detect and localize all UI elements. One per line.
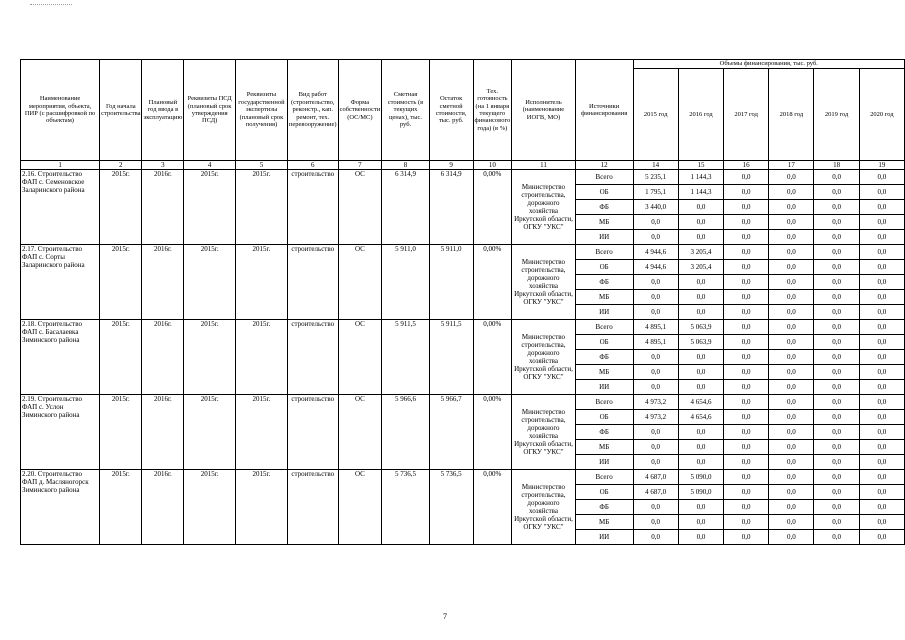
funding-source: ИИ — [575, 305, 633, 320]
executor: Министерство строительства, дорожного хозяйства Иркутской области, ОГКУ "УКС" — [512, 245, 576, 320]
column-number: 4 — [184, 161, 236, 170]
funding-value: 0,0 — [814, 425, 859, 440]
column-number: 6 — [287, 161, 338, 170]
funding-source: ИИ — [575, 455, 633, 470]
funding-value: 4 973,2 — [633, 395, 678, 410]
funding-source: ОБ — [575, 260, 633, 275]
funding-value: 0,0 — [633, 500, 678, 515]
object-name: 2.16. Строительство ФАП с. Семеновское Заларинского района — [21, 170, 100, 245]
funding-value: 0,0 — [678, 500, 723, 515]
funding-value: 4 654,6 — [678, 395, 723, 410]
funding-value: 0,0 — [859, 260, 904, 275]
funding-value: 0,0 — [814, 185, 859, 200]
executor: Министерство строительства, дорожного хозяйства Иркутской области, ОГКУ "УКС" — [512, 470, 576, 545]
col-expert-header: Реквизиты государственной экспертизы (плановый срок получения) — [236, 60, 288, 161]
funding-value: 0,0 — [769, 485, 814, 500]
funding-value: 0,0 — [814, 365, 859, 380]
funding-value: 0,0 — [724, 215, 769, 230]
funding-value: 4 944,6 — [633, 245, 678, 260]
funding-value: 0,0 — [859, 170, 904, 185]
funding-value: 0,0 — [678, 200, 723, 215]
funding-value: 0,0 — [633, 380, 678, 395]
col-planned-year-header: Плановый год ввода в эксплуатацию — [142, 60, 184, 161]
column-number: 19 — [859, 161, 904, 170]
funding-source: ОБ — [575, 185, 633, 200]
funding-source: ИИ — [575, 530, 633, 545]
estimate-cost: 5 736,5 — [382, 470, 430, 545]
funding-value: 0,0 — [859, 530, 904, 545]
funding-value: 0,0 — [814, 275, 859, 290]
object-name: 2.18. Строительство ФАП с. Басалаевка Зиминского района — [21, 320, 100, 395]
ownership: ОС — [338, 320, 382, 395]
funding-value: 0,0 — [769, 335, 814, 350]
remainder-cost: 6 314,9 — [429, 170, 473, 245]
readiness: 0,00% — [473, 395, 512, 470]
funding-value: 0,0 — [859, 215, 904, 230]
funding-value: 0,0 — [859, 230, 904, 245]
funding-value: 0,0 — [724, 350, 769, 365]
funding-value: 0,0 — [678, 305, 723, 320]
funding-source: ОБ — [575, 410, 633, 425]
funding-source: Всего — [575, 470, 633, 485]
funding-value: 5 235,1 — [633, 170, 678, 185]
year-header: 2020 год — [859, 69, 904, 161]
funding-value: 0,0 — [724, 425, 769, 440]
funding-value: 4 687,0 — [633, 470, 678, 485]
funding-value: 0,0 — [859, 200, 904, 215]
funding-value: 0,0 — [769, 260, 814, 275]
expert-date: 2015г. — [236, 245, 288, 320]
year-header: 2019 год — [814, 69, 859, 161]
funding-value: 4 944,6 — [633, 260, 678, 275]
estimate-cost: 5 911,5 — [382, 320, 430, 395]
column-number: 12 — [575, 161, 633, 170]
remainder-cost: 5 736,5 — [429, 470, 473, 545]
work-type: строительство — [287, 320, 338, 395]
ownership: ОС — [338, 170, 382, 245]
funding-value: 0,0 — [678, 440, 723, 455]
funding-value: 0,0 — [724, 260, 769, 275]
funding-value: 0,0 — [769, 425, 814, 440]
funding-value: 0,0 — [769, 230, 814, 245]
funding-value: 0,0 — [633, 365, 678, 380]
col-estimate-header: Сметная стоимость (в текущих ценах), тыс. руб. — [382, 60, 430, 161]
funding-value: 0,0 — [678, 425, 723, 440]
funding-value: 0,0 — [724, 530, 769, 545]
funding-value: 5 063,9 — [678, 320, 723, 335]
funding-value: 0,0 — [859, 245, 904, 260]
year-start: 2015г. — [100, 170, 142, 245]
funding-value: 0,0 — [859, 275, 904, 290]
funding-value: 0,0 — [859, 470, 904, 485]
year-start: 2015г. — [100, 470, 142, 545]
remainder-cost: 5 911,5 — [429, 320, 473, 395]
column-number: 18 — [814, 161, 859, 170]
funding-value: 0,0 — [769, 320, 814, 335]
col-sources-header: Источники финансирования — [575, 60, 633, 161]
funding-source: ФБ — [575, 500, 633, 515]
funding-value: 0,0 — [724, 440, 769, 455]
funding-value: 0,0 — [678, 275, 723, 290]
funding-value: 0,0 — [724, 170, 769, 185]
funding-value: 0,0 — [724, 245, 769, 260]
ownership: ОС — [338, 245, 382, 320]
planned-year: 2016г. — [142, 320, 184, 395]
funding-value: 0,0 — [859, 305, 904, 320]
funding-value: 1 144,3 — [678, 170, 723, 185]
funding-value: 0,0 — [859, 380, 904, 395]
funding-value: 0,0 — [633, 530, 678, 545]
year-start: 2015г. — [100, 245, 142, 320]
funding-value: 0,0 — [633, 290, 678, 305]
funding-value: 0,0 — [724, 500, 769, 515]
funding-source: МБ — [575, 515, 633, 530]
column-number: 8 — [382, 161, 430, 170]
funding-value: 0,0 — [769, 410, 814, 425]
col-psd-header: Реквизиты ПСД (плановый срок утверждения ПСД) — [184, 60, 236, 161]
funding-value: 0,0 — [769, 380, 814, 395]
funding-source: Всего — [575, 395, 633, 410]
column-number: 3 — [142, 161, 184, 170]
funding-value: 0,0 — [769, 215, 814, 230]
funding-value: 0,0 — [859, 410, 904, 425]
col-year-start-header: Год начала строительства — [100, 60, 142, 161]
funding-value: 0,0 — [769, 200, 814, 215]
executor: Министерство строительства, дорожного хозяйства Иркутской области, ОГКУ "УКС" — [512, 395, 576, 470]
object-name: 2.20. Строительство ФАП д. Масляногорск Зиминского района — [21, 470, 100, 545]
psd-date: 2015г. — [184, 395, 236, 470]
table-row — [21, 170, 905, 185]
work-type: строительство — [287, 470, 338, 545]
col-remainder-header: Остаток сметной стоимости, тыс. руб. — [429, 60, 473, 161]
funding-value: 0,0 — [859, 350, 904, 365]
column-number: 15 — [678, 161, 723, 170]
funding-value: 0,0 — [769, 170, 814, 185]
funding-value: 0,0 — [678, 215, 723, 230]
funding-value: 4 654,6 — [678, 410, 723, 425]
funding-value: 0,0 — [769, 350, 814, 365]
funding-value: 0,0 — [724, 335, 769, 350]
funding-value: 0,0 — [814, 440, 859, 455]
readiness: 0,00% — [473, 245, 512, 320]
funding-value: 0,0 — [633, 305, 678, 320]
funding-value: 0,0 — [859, 290, 904, 305]
work-type: строительство — [287, 245, 338, 320]
funding-value: 0,0 — [859, 335, 904, 350]
funding-value: 0,0 — [814, 515, 859, 530]
funding-value: 0,0 — [814, 245, 859, 260]
funding-value: 0,0 — [633, 455, 678, 470]
funding-value: 0,0 — [678, 290, 723, 305]
funding-value: 0,0 — [678, 365, 723, 380]
column-number: 5 — [236, 161, 288, 170]
funding-value: 0,0 — [724, 230, 769, 245]
col-executor-header: Исполнитель (наименование ИОГВ, МО) — [512, 60, 576, 161]
psd-date: 2015г. — [184, 245, 236, 320]
funding-value: 0,0 — [814, 215, 859, 230]
table-row — [21, 395, 905, 410]
col-readiness-header: Тех. готовность (на 1 января текущего финансового года) (в %) — [473, 60, 512, 161]
estimate-cost: 6 314,9 — [382, 170, 430, 245]
funding-value: 0,0 — [814, 485, 859, 500]
funding-value: 0,0 — [769, 305, 814, 320]
funding-source: ФБ — [575, 275, 633, 290]
column-number: 7 — [338, 161, 382, 170]
funding-value: 1 144,3 — [678, 185, 723, 200]
remainder-cost: 5 911,0 — [429, 245, 473, 320]
funding-value: 0,0 — [724, 365, 769, 380]
funding-value: 0,0 — [814, 380, 859, 395]
funding-value: 0,0 — [859, 395, 904, 410]
funding-value: 0,0 — [724, 410, 769, 425]
funding-value: 4 687,0 — [633, 485, 678, 500]
funding-value: 0,0 — [724, 200, 769, 215]
funding-value: 0,0 — [814, 170, 859, 185]
funding-value: 3 440,0 — [633, 200, 678, 215]
funding-table-page — [20, 59, 905, 545]
psd-date: 2015г. — [184, 170, 236, 245]
funding-source: ФБ — [575, 425, 633, 440]
funding-source: МБ — [575, 440, 633, 455]
work-type: строительство — [287, 395, 338, 470]
col-work-type-header: Вид работ (строительство, реконстр., кап. ремонт, тех. перевооружение) — [287, 60, 338, 161]
funding-value: 4 895,1 — [633, 320, 678, 335]
psd-date: 2015г. — [184, 470, 236, 545]
year-header: 2017 год — [724, 69, 769, 161]
funding-value: 5 090,0 — [678, 485, 723, 500]
year-header: 2018 год — [769, 69, 814, 161]
funding-value: 0,0 — [859, 515, 904, 530]
estimate-cost: 5 911,0 — [382, 245, 430, 320]
funding-value: 0,0 — [859, 455, 904, 470]
object-name: 2.17. Строительство ФАП с. Сорты Заларинского района — [21, 245, 100, 320]
funding-source: МБ — [575, 290, 633, 305]
table-row — [21, 320, 905, 335]
table-row — [21, 470, 905, 485]
funding-value: 0,0 — [814, 470, 859, 485]
funding-value: 0,0 — [814, 530, 859, 545]
funding-value: 0,0 — [814, 320, 859, 335]
funding-value: 3 205,4 — [678, 260, 723, 275]
funding-value: 0,0 — [678, 455, 723, 470]
expert-date: 2015г. — [236, 170, 288, 245]
funding-value: 4 895,1 — [633, 335, 678, 350]
remainder-cost: 5 966,7 — [429, 395, 473, 470]
scan-mark — [30, 4, 72, 6]
funding-value: 0,0 — [724, 275, 769, 290]
funding-value: 0,0 — [724, 485, 769, 500]
funding-value: 0,0 — [769, 395, 814, 410]
funding-value: 4 973,2 — [633, 410, 678, 425]
funding-value: 0,0 — [769, 470, 814, 485]
executor: Министерство строительства, дорожного хозяйства Иркутской области, ОГКУ "УКС" — [512, 170, 576, 245]
funding-value: 0,0 — [769, 530, 814, 545]
funding-value: 0,0 — [859, 320, 904, 335]
table-row — [21, 245, 905, 260]
funding-value: 5 090,0 — [678, 470, 723, 485]
column-number: 14 — [633, 161, 678, 170]
funding-value: 0,0 — [769, 500, 814, 515]
funding-source: Всего — [575, 320, 633, 335]
funding-source: ОБ — [575, 485, 633, 500]
funding-value: 0,0 — [859, 185, 904, 200]
funding-source: Всего — [575, 170, 633, 185]
funding-value: 0,0 — [678, 530, 723, 545]
funding-source: ФБ — [575, 200, 633, 215]
funding-source: Всего — [575, 245, 633, 260]
year-start: 2015г. — [100, 320, 142, 395]
funding-value: 0,0 — [769, 515, 814, 530]
object-name: 2.19. Строительство ФАП с. Услон Зиминского района — [21, 395, 100, 470]
funding-value: 0,0 — [724, 470, 769, 485]
funding-value: 0,0 — [769, 275, 814, 290]
funding-value: 0,0 — [678, 230, 723, 245]
funding-value: 0,0 — [859, 485, 904, 500]
column-number: 1 — [21, 161, 100, 170]
table-header — [21, 60, 905, 170]
funding-value: 0,0 — [678, 380, 723, 395]
funding-value: 0,0 — [769, 365, 814, 380]
funding-value: 0,0 — [724, 305, 769, 320]
funding-value: 0,0 — [724, 290, 769, 305]
column-number-row — [21, 161, 905, 170]
funding-value: 0,0 — [814, 395, 859, 410]
funding-value: 0,0 — [814, 350, 859, 365]
column-number: 2 — [100, 161, 142, 170]
work-type: строительство — [287, 170, 338, 245]
column-number: 9 — [429, 161, 473, 170]
planned-year: 2016г. — [142, 395, 184, 470]
funding-value: 0,0 — [769, 245, 814, 260]
funding-value: 0,0 — [724, 185, 769, 200]
funding-value: 0,0 — [814, 500, 859, 515]
funding-value: 0,0 — [769, 440, 814, 455]
funding-value: 0,0 — [859, 365, 904, 380]
ownership: ОС — [338, 395, 382, 470]
funding-header: Объемы финансирования, тыс. руб. — [633, 60, 904, 69]
year-header: 2015 год — [633, 69, 678, 161]
funding-value: 0,0 — [633, 515, 678, 530]
psd-date: 2015г. — [184, 320, 236, 395]
funding-value: 0,0 — [678, 515, 723, 530]
readiness: 0,00% — [473, 470, 512, 545]
funding-value: 0,0 — [769, 185, 814, 200]
funding-value: 0,0 — [633, 440, 678, 455]
column-number: 10 — [473, 161, 512, 170]
funding-value: 0,0 — [814, 230, 859, 245]
readiness: 0,00% — [473, 320, 512, 395]
col-ownership-header: Форма собственности (ОС/МС) — [338, 60, 382, 161]
funding-value: 5 063,9 — [678, 335, 723, 350]
funding-value: 0,0 — [814, 410, 859, 425]
expert-date: 2015г. — [236, 470, 288, 545]
column-number: 17 — [769, 161, 814, 170]
funding-value: 0,0 — [724, 380, 769, 395]
funding-value: 3 205,4 — [678, 245, 723, 260]
year-header: 2016 год — [678, 69, 723, 161]
funding-value: 0,0 — [814, 290, 859, 305]
ownership: ОС — [338, 470, 382, 545]
funding-value: 0,0 — [814, 305, 859, 320]
table-body — [21, 170, 905, 545]
funding-value: 0,0 — [633, 275, 678, 290]
funding-value: 0,0 — [859, 440, 904, 455]
funding-value: 0,0 — [814, 335, 859, 350]
planned-year: 2016г. — [142, 245, 184, 320]
funding-value: 0,0 — [814, 200, 859, 215]
planned-year: 2016г. — [142, 470, 184, 545]
planned-year: 2016г. — [142, 170, 184, 245]
funding-value: 0,0 — [633, 425, 678, 440]
readiness: 0,00% — [473, 170, 512, 245]
funding-value: 1 795,1 — [633, 185, 678, 200]
funding-value: 0,0 — [724, 320, 769, 335]
column-number: 11 — [512, 161, 576, 170]
funding-source: ФБ — [575, 350, 633, 365]
year-start: 2015г. — [100, 395, 142, 470]
funding-value: 0,0 — [769, 290, 814, 305]
funding-source: ИИ — [575, 380, 633, 395]
funding-value: 0,0 — [633, 350, 678, 365]
funding-value: 0,0 — [814, 455, 859, 470]
funding-value: 0,0 — [678, 350, 723, 365]
page-number: 7 — [443, 612, 447, 621]
col-name-header: Наименование мероприятия, объекта, ПИР (с расшифровкой по объектам) — [21, 60, 100, 161]
funding-source: ИИ — [575, 230, 633, 245]
column-number: 16 — [724, 161, 769, 170]
funding-value: 0,0 — [724, 395, 769, 410]
funding-value: 0,0 — [724, 455, 769, 470]
estimate-cost: 5 966,6 — [382, 395, 430, 470]
funding-value: 0,0 — [724, 515, 769, 530]
funding-value: 0,0 — [859, 425, 904, 440]
funding-value: 0,0 — [633, 215, 678, 230]
funding-value: 0,0 — [859, 500, 904, 515]
expert-date: 2015г. — [236, 395, 288, 470]
funding-source: ОБ — [575, 335, 633, 350]
funding-value: 0,0 — [769, 455, 814, 470]
funding-value: 0,0 — [814, 260, 859, 275]
funding-source: МБ — [575, 215, 633, 230]
expert-date: 2015г. — [236, 320, 288, 395]
executor: Министерство строительства, дорожного хозяйства Иркутской области, ОГКУ "УКС" — [512, 320, 576, 395]
funding-table — [20, 59, 905, 545]
funding-source: МБ — [575, 365, 633, 380]
funding-value: 0,0 — [633, 230, 678, 245]
